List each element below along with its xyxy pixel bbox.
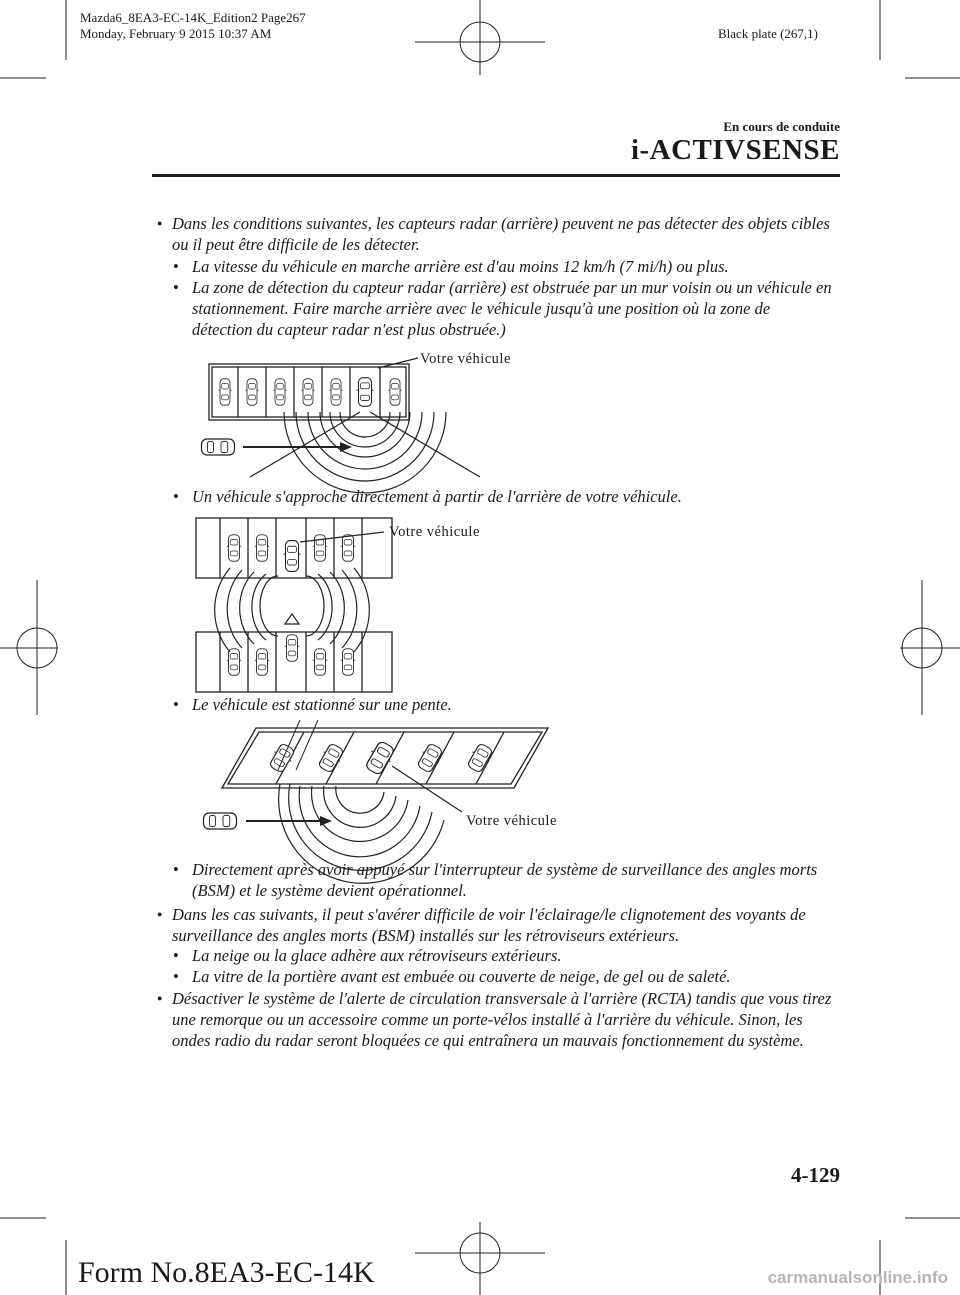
bullet-item-rcta: ● Désactiver le système de l'alerte de circulation transversale à l'arrière (RCTA) tandis que vous tirez une remorque ou un accessoire comme un porte-vélos installé à l'arrière du véhicule. Sinon, les ondes radio du radar seront bloquées ce qui entraînera un mauvais fonctionnement du système. xyxy=(172,988,832,1051)
page-number: 4-129 xyxy=(791,1163,840,1187)
sub-item-bsm-switch: • Directement après avoir appuyé sur l'interrupteur de système de surveillance des angles morts (BSM) et le système devient opérationnel. xyxy=(192,859,832,901)
date-line: Monday, February 9 2015 10:37 AM xyxy=(80,26,272,41)
sub-item-obstruction: • La zone de détection du capteur radar (arrière) est obstruée par un mur voisin ou un véhicule en stationnement. Faire marche arrière avec le véhicule jusqu'à une position où la zone de détection du capteur radar n'est plus obstruée.) xyxy=(192,277,832,340)
figure2-label-your-vehicle: Votre véhicule xyxy=(389,524,480,540)
section-label: En cours de conduite xyxy=(723,119,840,134)
figure1-label-your-vehicle: Votre véhicule xyxy=(420,351,511,367)
sub-item-fogged-window: • La vitre de la portière avant est embuée ou couverte de neige, de gel ou de saleté. xyxy=(192,966,832,987)
watermark: carmanualsonline.info xyxy=(767,1268,948,1287)
sub-item-snow-ice: • La neige ou la glace adhère aux rétroviseurs extérieurs. xyxy=(192,945,832,966)
bullet-item-conditions: ● Dans les conditions suivantes, les capteurs radar (arrière) peuvent ne pas détecter des objets cibles ou il peut être difficile de les détecter. xyxy=(172,213,832,255)
section-title: i-ACTIVSENSE xyxy=(630,134,840,166)
sub-item-speed: • La vitesse du véhicule en marche arrière est d'au moins 12 km/h (7 mi/h) ou plus. xyxy=(192,256,832,277)
sub-item-slope: • Le véhicule est stationné sur une pente. xyxy=(192,694,832,715)
bullet-item-visibility: ● Dans les cas suivants, il peut s'avérer difficile de voir l'éclairage/le clignotement des voyants de surveillance des angles morts (BSM) installés sur les rétroviseurs extérieurs. xyxy=(172,904,832,946)
file-name-line: Mazda6_8EA3-EC-14K_Edition2 Page267 xyxy=(80,10,306,25)
sub-item-approach-rear: • Un véhicule s'approche directement à partir de l'arrière de votre véhicule. xyxy=(192,486,832,507)
figure3-label-your-vehicle: Votre véhicule xyxy=(466,813,557,829)
plate-label: Black plate (267,1) xyxy=(718,26,818,41)
form-number: Form No.8EA3-EC-14K xyxy=(78,1256,375,1289)
